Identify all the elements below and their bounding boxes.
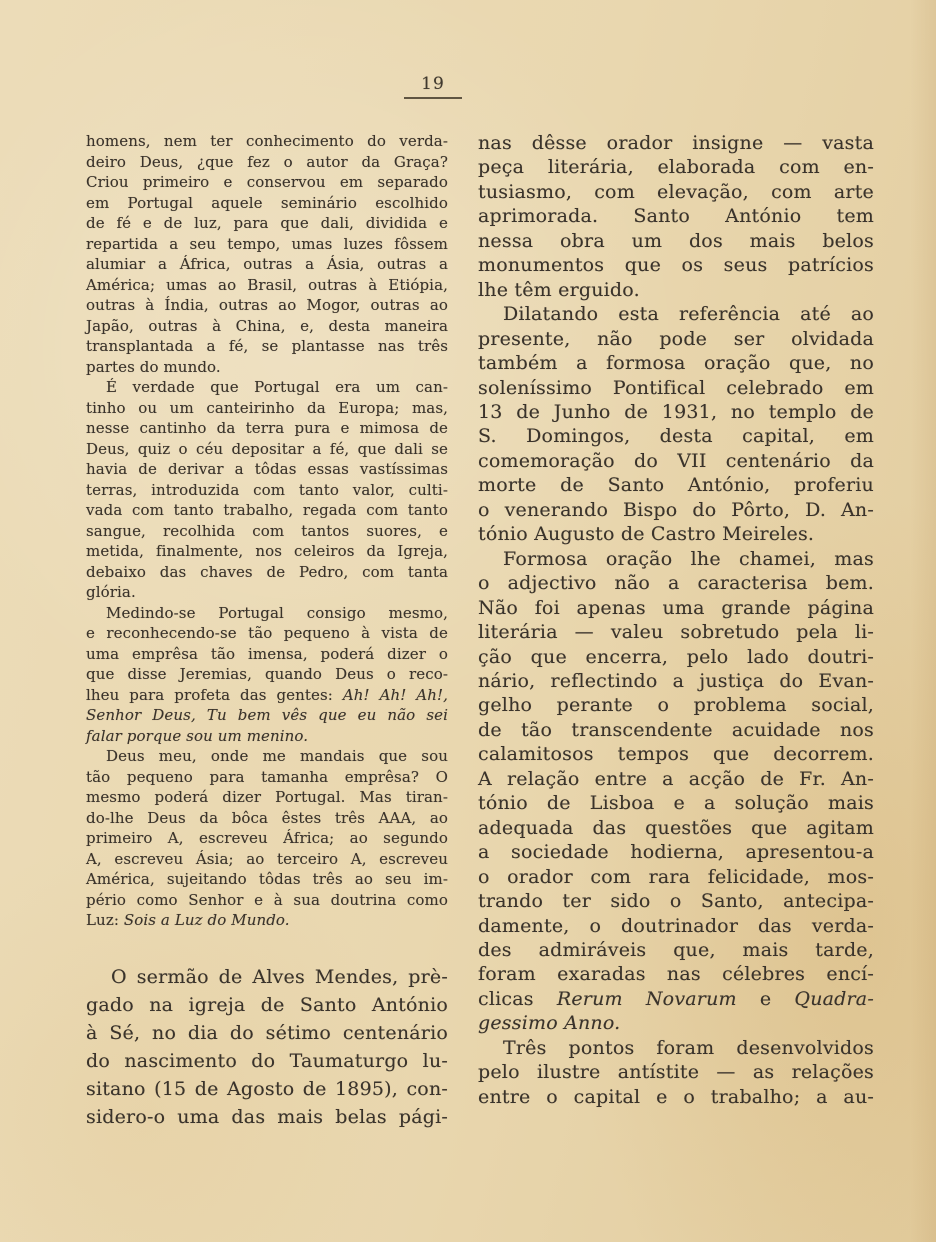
text-line: [86, 275, 448, 296]
text-segment: lhe têm erguido.: [478, 278, 640, 301]
paragraph: [478, 302, 874, 547]
text-line: [86, 582, 448, 603]
text-segment: Deus meu, onde me mandais que sou: [106, 747, 448, 765]
text-line: [86, 357, 448, 378]
italic-text-segment: gessimo Anno.: [478, 1012, 621, 1035]
text-line: [86, 316, 448, 337]
text-line: [478, 522, 874, 546]
text-line: [86, 705, 448, 726]
text-segment: A, escreveu Ásia; ao terceiro A, escreveu: [86, 849, 448, 868]
right-text-column: [478, 131, 874, 1109]
text-segment: comemoração do VII centenário da: [478, 449, 874, 472]
text-line: [478, 742, 874, 766]
paragraph: [86, 963, 448, 1131]
text-segment: América, sujeitando tôdas três ao seu im-: [86, 870, 448, 888]
text-segment: lheu para profeta das gentes:: [86, 685, 343, 704]
italic-text-segment: Ah! Ah! Ah!,: [342, 685, 448, 704]
text-line: [86, 234, 448, 255]
paragraph: [478, 1036, 874, 1109]
text-segment: tão pequeno para tamanha emprêsa? O: [86, 767, 448, 786]
text-line: [86, 213, 448, 234]
text-line: [478, 253, 874, 277]
text-line: [86, 541, 448, 562]
text-segment: partes do mundo.: [86, 357, 221, 376]
italic-text-segment: falar porque sou um menino.: [86, 726, 309, 745]
text-line: [478, 645, 874, 669]
text-segment: do-lhe Deus da bôca êstes três AAA, ao: [86, 808, 448, 827]
text-line: [86, 910, 448, 931]
text-segment: ção que encerra, pelo lado doutri-: [478, 645, 874, 668]
text-segment: uma emprêsa tão imensa, poderá dizer o: [86, 644, 448, 663]
text-segment: transplantada a fé, se plantasse nas três: [86, 337, 448, 355]
text-line: [478, 791, 874, 815]
text-segment: pério como Senhor e à sua doutrina como: [86, 890, 448, 909]
text-line: [86, 685, 448, 706]
text-segment: damente, o doutrinador das verda-: [478, 914, 874, 937]
text-line: [478, 1011, 874, 1035]
text-line: [86, 295, 448, 316]
text-segment: alumiar a África, outras a Ásia, outras a: [86, 255, 448, 273]
italic-text-segment: Sois a Luz do Mundo.: [123, 911, 290, 929]
text-segment: o orador com rara felicidade, mos-: [478, 865, 874, 888]
text-segment: Luz:: [86, 911, 124, 929]
text-line: [86, 131, 448, 152]
text-segment: É verdade que Portugal era um can-: [106, 378, 448, 396]
text-line: [478, 962, 874, 986]
text-line: [86, 459, 448, 480]
text-segment: também a formosa oração que, no: [478, 352, 874, 375]
text-line: [86, 500, 448, 521]
text-line: [478, 376, 874, 400]
text-segment: O sermão de Alves Mendes, prè-: [111, 965, 448, 988]
text-line: [478, 400, 874, 424]
text-line: [86, 480, 448, 501]
text-line: [478, 424, 874, 448]
text-segment: debaixo das chaves de Pedro, com tanta: [86, 562, 448, 581]
text-line: [478, 693, 874, 717]
text-line: [478, 1060, 874, 1084]
text-line: [86, 890, 448, 911]
text-segment: gado na igreja de Santo António: [86, 993, 448, 1016]
text-segment: Três pontos foram desenvolvidos: [503, 1036, 874, 1059]
text-line: [86, 991, 448, 1019]
paragraph: [86, 746, 448, 931]
text-line: [478, 449, 874, 473]
text-line: [478, 938, 874, 962]
text-line: [478, 914, 874, 938]
text-segment: vada com tanto trabalho, regada com tanto: [86, 501, 448, 519]
text-line: [478, 131, 874, 155]
text-segment: a sociedade hodierna, apresentou-a: [478, 841, 874, 864]
text-line: [478, 180, 874, 204]
text-segment: nesse cantinho da terra pura e mimosa de: [86, 419, 448, 437]
text-segment: gelho perante o problema social,: [478, 694, 874, 717]
text-line: [86, 623, 448, 644]
text-segment: calamitosos tempos que decorrem.: [478, 743, 874, 766]
text-line: [478, 229, 874, 253]
page-number: 19: [421, 74, 445, 94]
text-segment: soleníssimo Pontifical celebrado em: [478, 376, 874, 399]
text-line: [478, 718, 874, 742]
text-line: [86, 664, 448, 685]
text-segment: sidero-o uma das mais belas pági-: [86, 1105, 448, 1128]
text-line: [86, 193, 448, 214]
text-line: [86, 869, 448, 890]
text-line: [86, 172, 448, 193]
text-segment: tónio Augusto de Castro Meireles.: [478, 523, 815, 546]
italic-text-segment: Quadra-: [794, 987, 874, 1010]
text-line: [86, 849, 448, 870]
paragraph: [86, 377, 448, 603]
paragraph: [478, 131, 874, 302]
left-text-column: [86, 131, 448, 1131]
text-segment: mesmo poderá dizer Portugal. Mas tiran-: [86, 788, 448, 806]
text-segment: peça literária, elaborada com en-: [478, 156, 874, 179]
paragraph: [86, 131, 448, 377]
paragraph: [478, 547, 874, 1036]
text-segment: Deus, quiz o céu depositar a fé, que dali se: [86, 439, 448, 458]
text-segment: monumentos que os seus patrícios: [478, 254, 874, 277]
text-line: [478, 278, 874, 302]
text-segment: primeiro A, escreveu África; ao segundo: [86, 829, 448, 847]
text-line: [478, 1085, 874, 1109]
text-line: [478, 547, 874, 571]
text-line: [86, 767, 448, 788]
text-line: [478, 302, 874, 326]
italic-text-segment: Rerum Novarum: [556, 987, 737, 1010]
text-segment: outras à Índia, outras ao Mogor, outras ao: [86, 296, 448, 314]
text-segment: América; umas ao Brasil, outras à Etiópia,: [86, 275, 448, 294]
text-line: [86, 1075, 448, 1103]
text-line: [478, 865, 874, 889]
text-line: [86, 963, 448, 991]
italic-text-segment: Senhor Deus, Tu bem vês que eu não sei: [86, 706, 448, 724]
text-line: [86, 1103, 448, 1131]
text-line: [478, 987, 874, 1011]
text-segment: nessa obra um dos mais belos: [478, 229, 874, 252]
text-segment: terras, introduzida com tanto valor, culti-: [86, 480, 448, 499]
text-line: [86, 254, 448, 275]
text-line: [86, 377, 448, 398]
text-segment: nas dêsse orador insigne — vasta: [478, 132, 874, 154]
text-segment: trando ter sido o Santo, antecipa-: [478, 890, 874, 913]
text-segment: e reconhecendo-se tão pequeno à vista de: [86, 624, 448, 642]
text-line: [478, 596, 874, 620]
text-line: [478, 669, 874, 693]
text-segment: e: [736, 987, 795, 1010]
text-segment: glória.: [86, 583, 136, 601]
text-segment: literária — valeu sobretudo pela li-: [478, 621, 874, 644]
text-segment: Dilatando esta referência até ao: [503, 303, 874, 326]
text-segment: o adjectivo não a caracterisa bem.: [478, 572, 874, 595]
text-segment: metida, finalmente, nos celeiros da Igreja,: [86, 542, 448, 560]
text-line: [478, 498, 874, 522]
paragraph: [86, 603, 448, 747]
text-segment: presente, não pode ser olvidada: [478, 327, 874, 350]
text-segment: Criou primeiro e conservou em separado: [86, 173, 448, 191]
text-line: [86, 1019, 448, 1047]
text-segment: Medindo-se Portugal consigo mesmo,: [106, 603, 448, 622]
text-line: [478, 1036, 874, 1060]
text-line: [86, 521, 448, 542]
text-line: [86, 418, 448, 439]
text-segment: o venerando Bispo do Pôrto, D. An-: [478, 498, 874, 521]
text-segment: repartida a seu tempo, umas luzes fôssem: [86, 234, 448, 253]
text-segment: à Sé, no dia do sétimo centenário: [86, 1021, 448, 1044]
text-segment: do nascimento do Taumaturgo lu-: [86, 1049, 448, 1072]
text-segment: clicas: [478, 987, 557, 1010]
text-segment: deiro Deus, ¿que fez o autor da Graça?: [86, 152, 448, 171]
text-line: [86, 726, 448, 747]
text-segment: de fé e de luz, para que dali, dividida e: [86, 214, 448, 232]
text-line: [478, 889, 874, 913]
text-segment: que disse Jeremias, quando Deus o reco-: [86, 665, 448, 683]
text-line: [86, 562, 448, 583]
text-line: [86, 1047, 448, 1075]
text-line: [478, 620, 874, 644]
text-segment: homens, nem ter conhecimento do verda-: [86, 132, 448, 150]
text-segment: des admiráveis que, mais tarde,: [478, 938, 874, 961]
text-segment: havia de derivar a tôdas essas vastíssimas: [86, 460, 448, 478]
text-segment: pelo ilustre antístite — as relações: [478, 1061, 874, 1084]
text-line: [86, 152, 448, 173]
text-segment: nário, reflectindo a justiça do Evan-: [478, 669, 874, 692]
text-segment: morte de Santo António, proferiu: [478, 474, 874, 497]
text-line: [86, 644, 448, 665]
text-segment: entre o capital e o trabalho; a au-: [478, 1085, 874, 1108]
text-line: [478, 473, 874, 497]
text-line: [478, 204, 874, 228]
text-line: [478, 351, 874, 375]
text-segment: A relação entre a acção de Fr. An-: [478, 767, 874, 790]
page-number-rule: [404, 74, 462, 99]
text-line: [86, 439, 448, 460]
text-segment: Não foi apenas uma grande página: [478, 596, 874, 619]
text-segment: tusiasmo, com elevação, com arte: [478, 180, 874, 203]
text-line: [86, 398, 448, 419]
text-segment: de tão transcendente acuidade nos: [478, 718, 874, 741]
text-segment: aprimorada. Santo António tem: [478, 205, 874, 228]
text-line: [478, 767, 874, 791]
text-line: [86, 336, 448, 357]
text-line: [86, 603, 448, 624]
text-line: [86, 828, 448, 849]
text-line: [478, 155, 874, 179]
text-line: [86, 746, 448, 767]
text-segment: Formosa oração lhe chamei, mas: [503, 547, 874, 570]
text-segment: adequada das questões que agitam: [478, 816, 874, 839]
text-line: [478, 816, 874, 840]
text-segment: 13 de Junho de 1931, no templo de: [478, 400, 874, 423]
text-segment: Japão, outras à China, e, desta maneira: [86, 316, 448, 335]
text-line: [86, 787, 448, 808]
text-segment: em Portugal aquele seminário escolhido: [86, 193, 448, 212]
text-line: [478, 327, 874, 351]
text-line: [478, 571, 874, 595]
text-segment: tónio de Lisboa e a solução mais: [478, 792, 874, 815]
text-segment: foram exaradas nas célebres encí-: [478, 963, 874, 986]
text-segment: sitano (15 de Agosto de 1895), con-: [86, 1077, 448, 1100]
text-segment: tinho ou um canteirinho da Europa; mas,: [86, 398, 448, 417]
text-line: [478, 840, 874, 864]
text-segment: sangue, recolhida com tantos suores, e: [86, 521, 448, 540]
text-line: [86, 808, 448, 829]
text-segment: S. Domingos, desta capital, em: [478, 425, 874, 448]
